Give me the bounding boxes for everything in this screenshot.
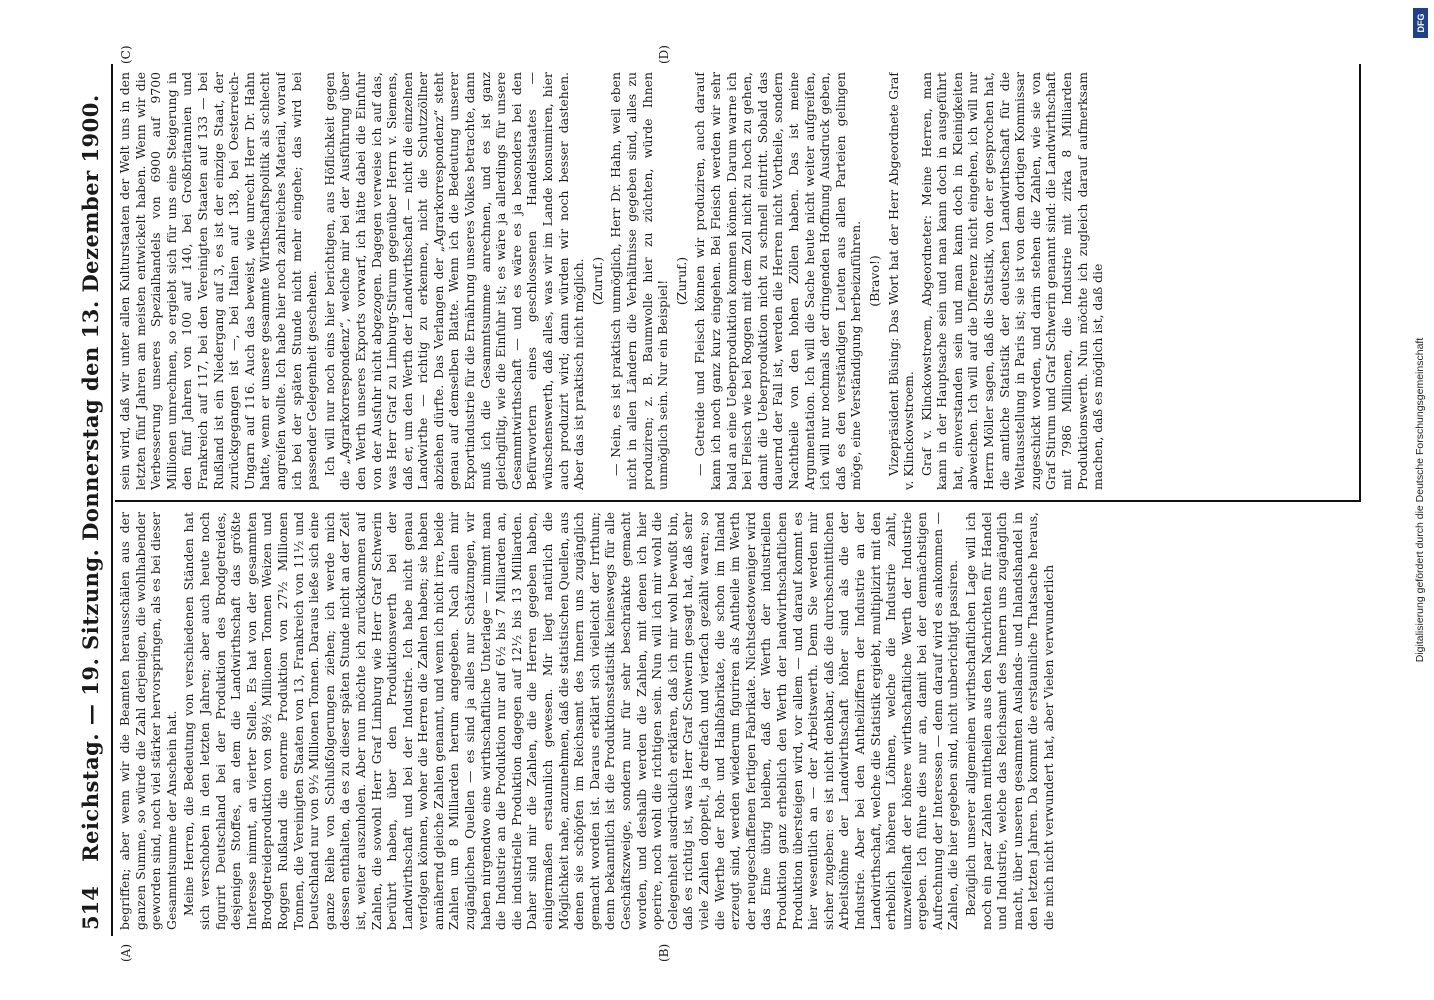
page-number: 514 xyxy=(77,886,103,930)
paragraph: Bezüglich unserer allgemeinen wirthschaftlichen Lage will ich noch ein paar Zahlen mittheilen aus den Nachrichten für Handel und Industrie, welche das Reichsamt des Innern uns zugänglich macht, über unseren gesammten Auslands- und Inlandshandel in den letzten Jahren. Da kommt die erstaunliche Thatsache heraus, die mich nicht verwundert hat, aber Vielen verwunderlich xyxy=(963,512,1057,930)
session-title: Reichstag. — 19. Sitzung. Donnerstag den 13. Dezember 1900. xyxy=(77,94,103,862)
paragraph: — Nein, es ist praktisch unmöglich, Herr Dr. Hahn, weil eben nicht in allen Ländern die Verhältnisse gegeben sind, alles zu produziren; z. B. Baumwolle hier zu züchten, würde Ihnen unmöglich sein. Nur ein Beispiel! xyxy=(608,72,671,490)
margin-marker-d: (D) xyxy=(657,45,671,64)
page-header xyxy=(75,70,105,930)
speaker-paragraph: Vizepräsident Büsing: Das Wort hat der Herr Abgeordnete Graf v. Klinckowstroem. xyxy=(885,72,917,490)
paragraph: begriffen; aber wenn wir die Beamten herausschälen aus der ganzen Summe, so würde die Zahl derjenigen, die wohlhabender geworden sind, noch viel stärker hervorspringen, als es bei dieser Gesammtsumme der Anschein hat. xyxy=(117,512,179,930)
interjection: (Zuruf.) xyxy=(673,256,689,306)
interjection: (Zuruf.) xyxy=(589,256,605,306)
margin-marker-c: (C) xyxy=(119,45,133,64)
digitization-credit xyxy=(1410,4,1430,996)
paragraph: Ich will nur noch eins hier berichtigen, aus Höflichkeit gegen die „Agrarkorrespondenz“, welche mir bei der Ausführung über den Werth unseres Exports vorwarf, ich hätte dabei die Einfuhr von der Ausfuhr nicht abgezogen. Dagegen verweise ich auf das, was Herr Graf zu Limburg-Stirum gegenüber Herrn v. Siemens, daß er, um den Werth der Landwirthschaft — nicht die einzelnen Landwirthe — richtig zu erkennen, nicht die Schutzzöllner abziehen dürfte. Das Verlangen der „Agrarkorrespondenz“ steht genau auf demselben Blatte. Wenn ich die Bedeutung unserer Exportindustrie für die Ernährung unseres Volkes betrachte, dann muß ich die Gesammtsumme anrechnen, und es ist ganz gleichgiltig, wie die Einfuhr ist; es wäre ja allerdings für unsere Gesammtwirthschaft — und es wäre es ja besonders bei den Befürwortern eines geschlossenen Handelsstaates — wünschenswerth, daß alles, was wir im Lande konsumiren, hier auch produzirt wird; dann würden wir noch besser dastehen. Aber das ist praktisch nicht möglich. xyxy=(321,72,587,490)
dfg-logo xyxy=(1413,8,1428,38)
column-divider xyxy=(115,500,1361,502)
paragraph: sein wird, daß wir unter allen Kulturstaaten der Welt uns in den letzten fünf Jahren am meisten entwickelt haben. Wenn wir die Verbesserung unseres Spezialhandels von 6900 auf 9700 Millionen umrechnen, so ergiebt sich für uns eine Steigerung in den fünf Jahren von 100 auf 140, bei Großbritannien und Frankreich auf 117, bei den Vereinigten Staaten auf 133 — bei Rußland ist ein Niedergang auf 3, es ist der einzige Staat, der zurückgegangen ist —, bei Italien auf 138, bei Oesterreich-Ungarn auf 116. Auch das beweist, wie unrecht Herr Dr. Hahn hatte, wenn er unsere gesammte Wirthschaftspolitik als schlecht angreifen wollte. Ich habe hier noch zahlreiches Material, worauf ich bei der späten Stunde nicht mehr eingehe; das wird bei passender Gelegenheit geschehen. xyxy=(117,72,320,490)
rotated-newspaper-page xyxy=(57,30,1377,970)
applause-note: (Bravo!) xyxy=(866,255,882,307)
header-rule xyxy=(111,64,113,936)
paragraph: Meine Herren, die Bedeutung von verschiedenen Ständen hat sich verschoben in den letzten Jahren; aber auch heute noch figurirt Deutschland bei der Produktion des Brodgetreides, desjenigen Stoffes, an dem die Landwirthschaft das größte Interesse nimmt, an vierter Stelle. Es hat von der gesammten Brodgetreideproduktion von 98½ Millionen Tonnen Weizen und Roggen Rußland die enorme Produktion von 27½ Millionen Tonnen, die Vereinigten Staaten von 13, Frankreich von 11½ und Deutschland nur von 9½ Millionen Tonnen. Daraus ließe sich eine ganze Reihe von Schlußfolgerungen ziehen; ich werde mich dessen enthalten, da es zu dieser späten Stunde nicht an der Zeit ist, weiter auszuholen. Aber nun möchte ich zurückkommen auf Zahlen, die sowohl Herr Graf Limburg wie Herr Graf Schwerin berührt haben, über den Produktionswerth bei der Landwirthschaft und bei der Industrie. Ich habe nicht genau verfolgen können, woher die Herren die Zahlen haben; sie haben annähernd gleiche Zahlen genannt, und wenn ich nicht irre, beide Zahlen um 8 Milliarden herum angegeben. Nach allen mir zugänglichen Quellen — es sind ja alles nur Schätzungen, wir haben nirgendwo eine wirthschaftliche Unterlage — nimmt man die Industrie an die Produktion nur auf 6½ bis 7 Milliarden an, die industrielle Produktion dagegen auf 12½ bis 13 Milliarden. Daher sind mir die Zahlen, die die Herren gegeben haben, einigermaßen erstaunlich gewesen. Mir liegt natürlich die Möglichkeit nahe, anzunehmen, daß die statistischen Quellen, aus denen sie schöpfen im Reichsamt des Innern uns zugänglich gemacht worden ist. Daraus erklärt sich vielleicht der Irrthum; denn bekanntlich ist die Produktionsstatistik keineswegs für alle Geschäftszweige, sondern nur für sehr beschränkte gemacht worden, und deshalb werden die Zahlen, mit denen ich hier operire, noch wohl die richtigen sein. Nun will ich mir wohl die Gelegenheit ausdrücklich erklären, daß ich mir wohl bewußt bin, daß es richtig ist, was Herr Graf Schwerin gesagt hat, daß sehr viele Zahlen doppelt, ja dreifach und vierfach gezählt waren; so die Werthe der Roh- und Halbfabrikate, die schon im Inland erzeugt sind, werden wiederum figuriren als Antheile im Werth der neugeschaffenen fertigen Fabrikate. Nichtsdestoweniger wird das Eine übrig bleiben, daß der Werth der industriellen Produktion ganz erheblich den Werth der landwirthschaftlichen Produktion übersteigen wird, vor allem — und darauf kommt es hier wesentlich an — der Arbeitswerth. Denn Sie werden mir sicher zugeben: es ist nicht denkbar, daß die durchschnittlichen Arbeitslöhne der Landwirthschaft höher sind als die der Industrie. Aber bei den Antheilziffern der Industrie an der Landwirthschaft, welche die Statistik ergiebt, multiplizirt mit den erheblich höheren Löhnen, welche die Industrie zahlt, unzweifelhaft der höhere wirthschaftliche Werth der Industrie ergeben. Ich führe dies nur an, damit bei der demnächstigen Aufrechnung der Interessen — denn darauf wird es ankommen — Zahlen, die hier gegeben sind, nicht unberichtigt passiren. xyxy=(181,512,961,930)
left-text-column xyxy=(117,512,1357,930)
bottom-rule xyxy=(1359,64,1361,502)
dfg-logo-text: DFG xyxy=(1415,13,1426,33)
speaker-paragraph: Graf v. Klinckowstroem, Abgeordneter: Meine Herren, man kann in der Hauptsache sein und man kann doch in ausgeführt hat, einverstanden sein und man kann doch in Kleinigkeiten abweichen. Ich will auf die Differenz nicht eingehen, ich will nur Herrn Möller sagen, daß die Statistik, von der er gesprochen hat, die amtliche Statistik der deutschen Landwirthschaft für die Weltausstellung in Paris ist; sie ist von dem dortigen Kommissar zugeschickt worden, und darin stehen die Zahlen, wie sie von Graf Stirum und Graf Schwerin genannt sind: die Landwirthschaft mit 7986 Millionen, die Industrie mit zirka 8 Milliarden Produktionswerth. Nun möchte ich zugleich darauf aufmerksam machen, daß es möglich ist, daß die xyxy=(918,72,1106,490)
margin-marker-b: (B) xyxy=(657,943,671,962)
margin-marker-a: (A) xyxy=(119,943,133,962)
paragraph: — Getreide und Fleisch können wir produziren, auch darauf kann ich noch ganz kurz eingehen. Bei Fleisch werden wir sehr bald an eine Ueberproduktion kommen können. Darum warne ich bei Fleisch wie bei Roggen mit dem Zoll nicht zu hoch zu gehen, damit die Ueberproduktion nicht zu schnell eintritt. Sobald das dauernd der Fall ist, werden die Herren nicht Vortheile, sondern Nachtheile von den hohen Zöllen haben. Das ist meine Argumentation. Ich will die Sache heute nicht weiter aufgreifen, ich will nur nochmals der dringenden Hoffnung Ausdruck geben, daß es den verständigen Leuten aus allen Parteien gelingen möge, eine Verständigung herbeizuführen. xyxy=(692,72,864,490)
right-text-column xyxy=(117,72,1357,490)
digitization-credit-text: Digitalisierung gefördert durch die Deutsche Forschungsgemeinschaft xyxy=(1414,337,1426,663)
